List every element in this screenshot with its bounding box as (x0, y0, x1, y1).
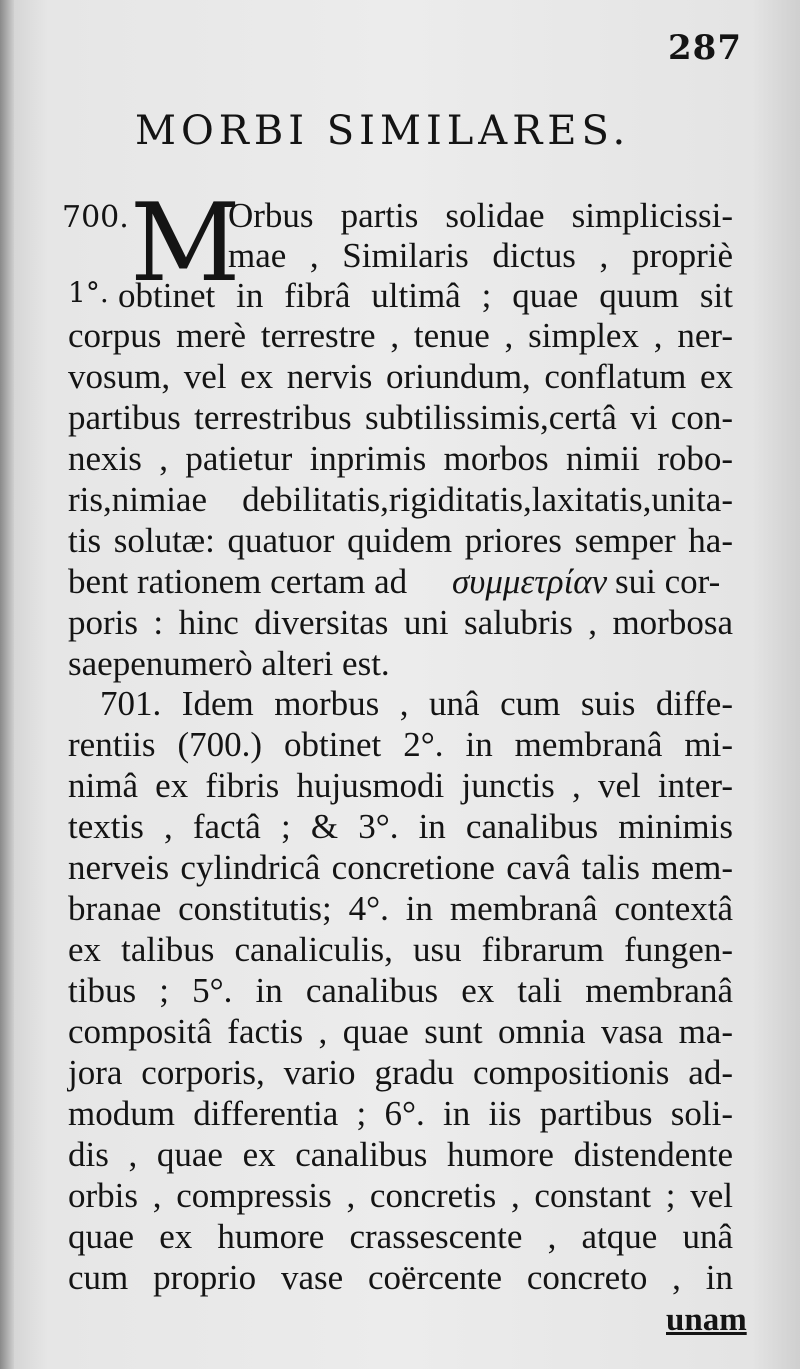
text-line: tibus ; 5°. in canalibus ex tali membranâ (68, 971, 733, 1010)
page-heading: MORBI SIMILARES. (135, 108, 631, 154)
page-gutter (0, 0, 14, 1369)
text-line: obtinet in fibrâ ultimâ ; quae quum sit (118, 276, 733, 315)
greek-word: συμμετρίαν (452, 562, 608, 601)
text-line: modum differentia ; 6°. in iis partibus soli- (68, 1094, 733, 1133)
text-line: nerveis cylindricâ concretione cavâ talis mem- (68, 848, 733, 887)
text-line: quae ex humore crassescente , atque unâ (68, 1217, 733, 1256)
text-line: mae , Similaris dictus , propriè (228, 236, 733, 275)
text-line: dis , quae ex canalibus humore distendente (68, 1135, 733, 1174)
text-line: saepenumerò alteri est. (68, 644, 390, 683)
catchword: unam (666, 1302, 747, 1338)
text-line: textis , factâ ; & 3°. in canalibus minimis (68, 807, 733, 846)
text-line: orbis , compressis , concretis , constant ; vel (68, 1176, 733, 1215)
text-line: rentiis (700.) obtinet 2°. in membranâ mi- (68, 725, 733, 764)
text-line: bent rationem certam ad (68, 562, 408, 601)
text-line: 701. Idem morbus , unâ cum suis diffe- (100, 684, 733, 723)
text-line: poris : hinc diversitas uni salubris , morbosa (68, 603, 733, 642)
text-line: vosum, vel ex nervis oriundum, conflatum ex (68, 357, 733, 396)
section-number-700: 700. (62, 200, 129, 235)
text-line: jora corporis, vario gradu compositionis ad- (68, 1053, 733, 1092)
text-line: Orbus partis solidae simplicissi- (228, 196, 733, 235)
text-line: sui cor- (615, 562, 721, 601)
text-line: branae constitutis; 4°. in membranâ contextâ (68, 889, 733, 928)
text-line: corpus merè terrestre , tenue , simplex , ner- (68, 316, 733, 355)
text-line: ris,nimiae debilitatis,rigiditatis,laxitatis,unita- (68, 480, 733, 519)
marginal-number: 1°. (68, 276, 109, 309)
drop-cap: M (130, 181, 241, 306)
text-line: partibus terrestribus subtilissimis,certâ vi con- (68, 398, 733, 437)
text-line: tis solutæ: quatuor quidem priores semper ha- (68, 521, 733, 560)
text-line: cum proprio vase coërcente concreto , in (68, 1258, 733, 1297)
page-number: 287 (668, 28, 742, 68)
text-line: compositâ factis , quae sunt omnia vasa ma- (68, 1012, 733, 1051)
text-line: nexis , patietur inprimis morbos nimii robo- (68, 439, 733, 478)
text-line: ex talibus canaliculis, usu fibrarum fungen- (68, 930, 733, 969)
text-line: nimâ ex fibris hujusmodi junctis , vel inter- (68, 766, 733, 805)
